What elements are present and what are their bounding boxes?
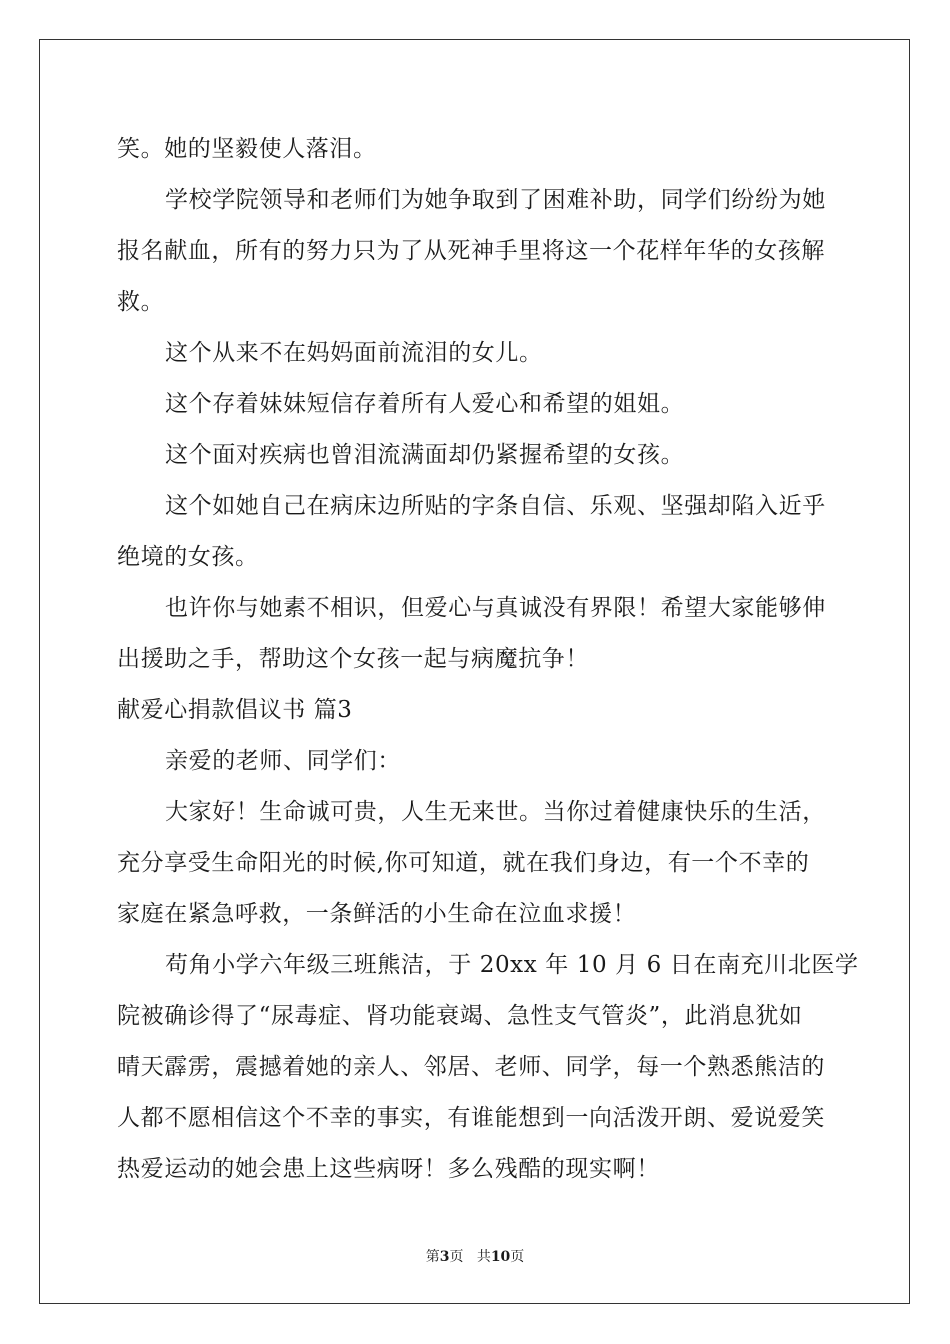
text-line: 笑。她的坚毅使人落泪。 — [117, 136, 377, 162]
paragraph-start-line: 苟角小学六年级三班熊洁，于 20xx 年 10 月 6 日在南充川北医学 — [165, 952, 859, 978]
total-label-prefix: 共 — [476, 1249, 491, 1265]
total-pages: 10 — [490, 1249, 511, 1265]
page-label-prefix: 第 — [425, 1249, 440, 1265]
paragraph-start-line: 这个存着妹妹短信存着所有人爱心和希望的姐姐。 — [165, 391, 685, 417]
paragraph-start-line: 这个面对疾病也曾泪流满面却仍紧握希望的女孩。 — [165, 442, 685, 468]
page-footer — [0, 1247, 950, 1267]
text-line: 充分享受生命阳光的时候,你可知道，就在我们身边，有一个不幸的 — [117, 850, 810, 876]
text-line: 院被确诊得了“尿毒症、肾功能衰竭、急性支气管炎”，此消息犹如 — [117, 1003, 803, 1029]
text-line: 热爱运动的她会患上这些病呀！多么残酷的现实啊！ — [117, 1156, 660, 1182]
paragraph-start-line: 这个从来不在妈妈面前流泪的女儿。 — [165, 340, 543, 366]
paragraph-start-line: 大家好！生命诚可贵，人生无来世。当你过着健康快乐的生活， — [165, 799, 826, 825]
text-line: 救。 — [117, 289, 165, 315]
section-heading: 献爱心捐款倡议书 篇3 — [117, 697, 353, 723]
text-line: 报名献血，所有的努力只为了从死神手里将这一个花样年华的女孩解 — [117, 238, 825, 264]
page-indicator — [426, 1249, 464, 1265]
page-label-suffix: 页 — [449, 1249, 464, 1265]
salutation: 亲爱的老师、同学们： — [165, 748, 401, 774]
text-line: 绝境的女孩。 — [117, 544, 259, 570]
text-line: 晴天霹雳，震撼着她的亲人、邻居、老师、同学，每一个熟悉熊洁的 — [117, 1054, 825, 1080]
paragraph-start-line: 也许你与她素不相识，但爱心与真诚没有界限！希望大家能够伸 — [165, 595, 826, 621]
total-pages-indicator — [477, 1249, 524, 1265]
text-line: 出援助之手，帮助这个女孩一起与病魔抗争！ — [117, 646, 589, 672]
paragraph-start-line: 学校学院领导和老师们为她争取到了困难补助，同学们纷纷为她 — [165, 187, 826, 213]
text-line: 家庭在紧急呼救，一条鲜活的小生命在泣血求援！ — [117, 901, 637, 927]
document-body — [117, 124, 859, 1195]
text-line: 人都不愿相信这个不幸的事实，有谁能想到一向活泼开朗、爱说爱笑 — [117, 1105, 825, 1131]
total-label-suffix: 页 — [510, 1249, 525, 1265]
page-number: 3 — [439, 1249, 450, 1265]
paragraph-start-line: 这个如她自己在病床边所贴的字条自信、乐观、坚强却陷入近乎 — [165, 493, 826, 519]
